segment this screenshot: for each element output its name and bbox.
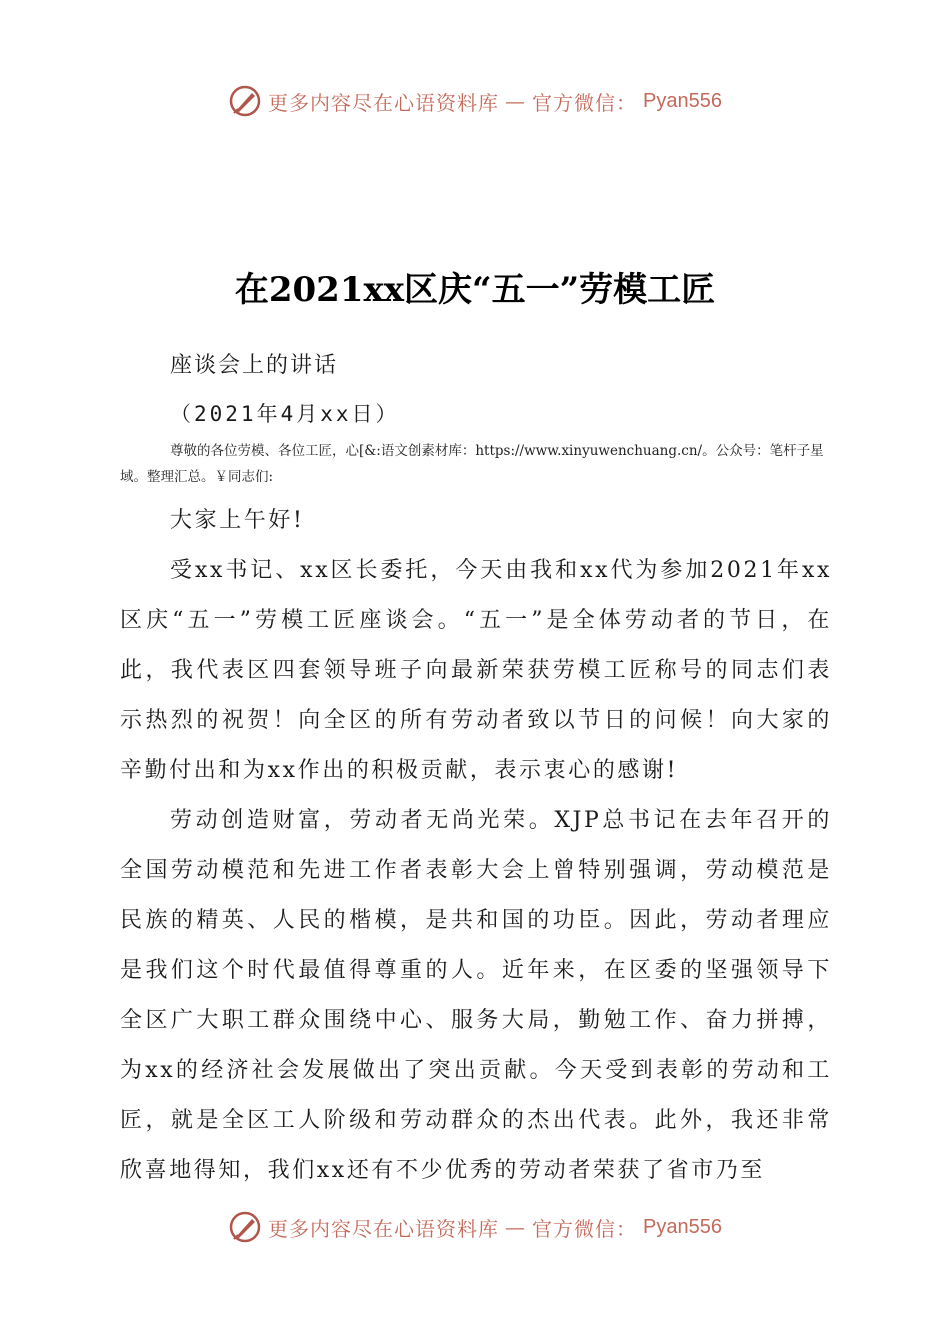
document-body: [120, 496, 832, 1196]
watermark-text: 更多内容尽在心语资料库: [268, 1216, 500, 1241]
salutation-note: 尊敬的各位劳模、各位工匠，心[&:语文创素材库：https://www.xinyuwenchuang.cn/。公众号：笔杆子星域。整理汇总。￥同志们:: [120, 443, 824, 485]
header-watermark: [0, 84, 950, 118]
paragraph-2: 劳动创造财富，劳动者无尚光荣。XJP总书记在去年召开的全国劳动模范和先进工作者表彰大会上曾特别强调，劳动模范是民族的精英、人民的楷模，是共和国的功臣。因此，劳动者理应是我们这个时代最值得尊重的人。近年来，在区委的坚强领导下全区广大职工群众围绕中心、服务大局，勤勉工作、奋力拼搏，为xx的经济社会发展做出了突出贡献。今天受到表彰的劳动和工匠，就是全区工人阶级和劳动群众的杰出代表。此外，我还非常欣喜地得知，我们xx还有不少优秀的劳动者荣获了省市乃至: [120, 808, 832, 1183]
quill-logo-icon: [228, 1210, 262, 1244]
watermark-official: 官方微信：: [532, 90, 638, 115]
document-date: （2021年4月xx日）: [170, 402, 400, 426]
watermark-separator: —: [505, 1215, 527, 1239]
watermark-handle: Pyan556: [643, 89, 722, 112]
document-title: 在2021xx区庆“五一”劳模工匠: [234, 270, 716, 310]
document-subtitle: 座谈会上的讲话: [170, 353, 339, 378]
paragraph-1: 受xx书记、xx区长委托，今天由我和xx代为参加2021年xx区庆“五一”劳模工匠座谈会。“五一”是全体劳动者的节日，在此，我代表区四套领导班子向最新荣获劳模工匠称号的同志们表示热烈的祝贺！向全区的所有劳动者致以节日的问候！向大家的辛勤付出和为xx作出的积极贡献，表示衷心的感谢!: [120, 558, 832, 783]
watermark-official: 官方微信：: [532, 1216, 638, 1241]
paragraph-greeting: 大家上午好!: [170, 508, 305, 533]
watermark-separator: —: [505, 89, 527, 113]
footer-watermark: [0, 1210, 950, 1244]
watermark-handle: Pyan556: [643, 1215, 722, 1238]
quill-logo-icon: [228, 84, 262, 118]
watermark-text: 更多内容尽在心语资料库: [268, 90, 500, 115]
